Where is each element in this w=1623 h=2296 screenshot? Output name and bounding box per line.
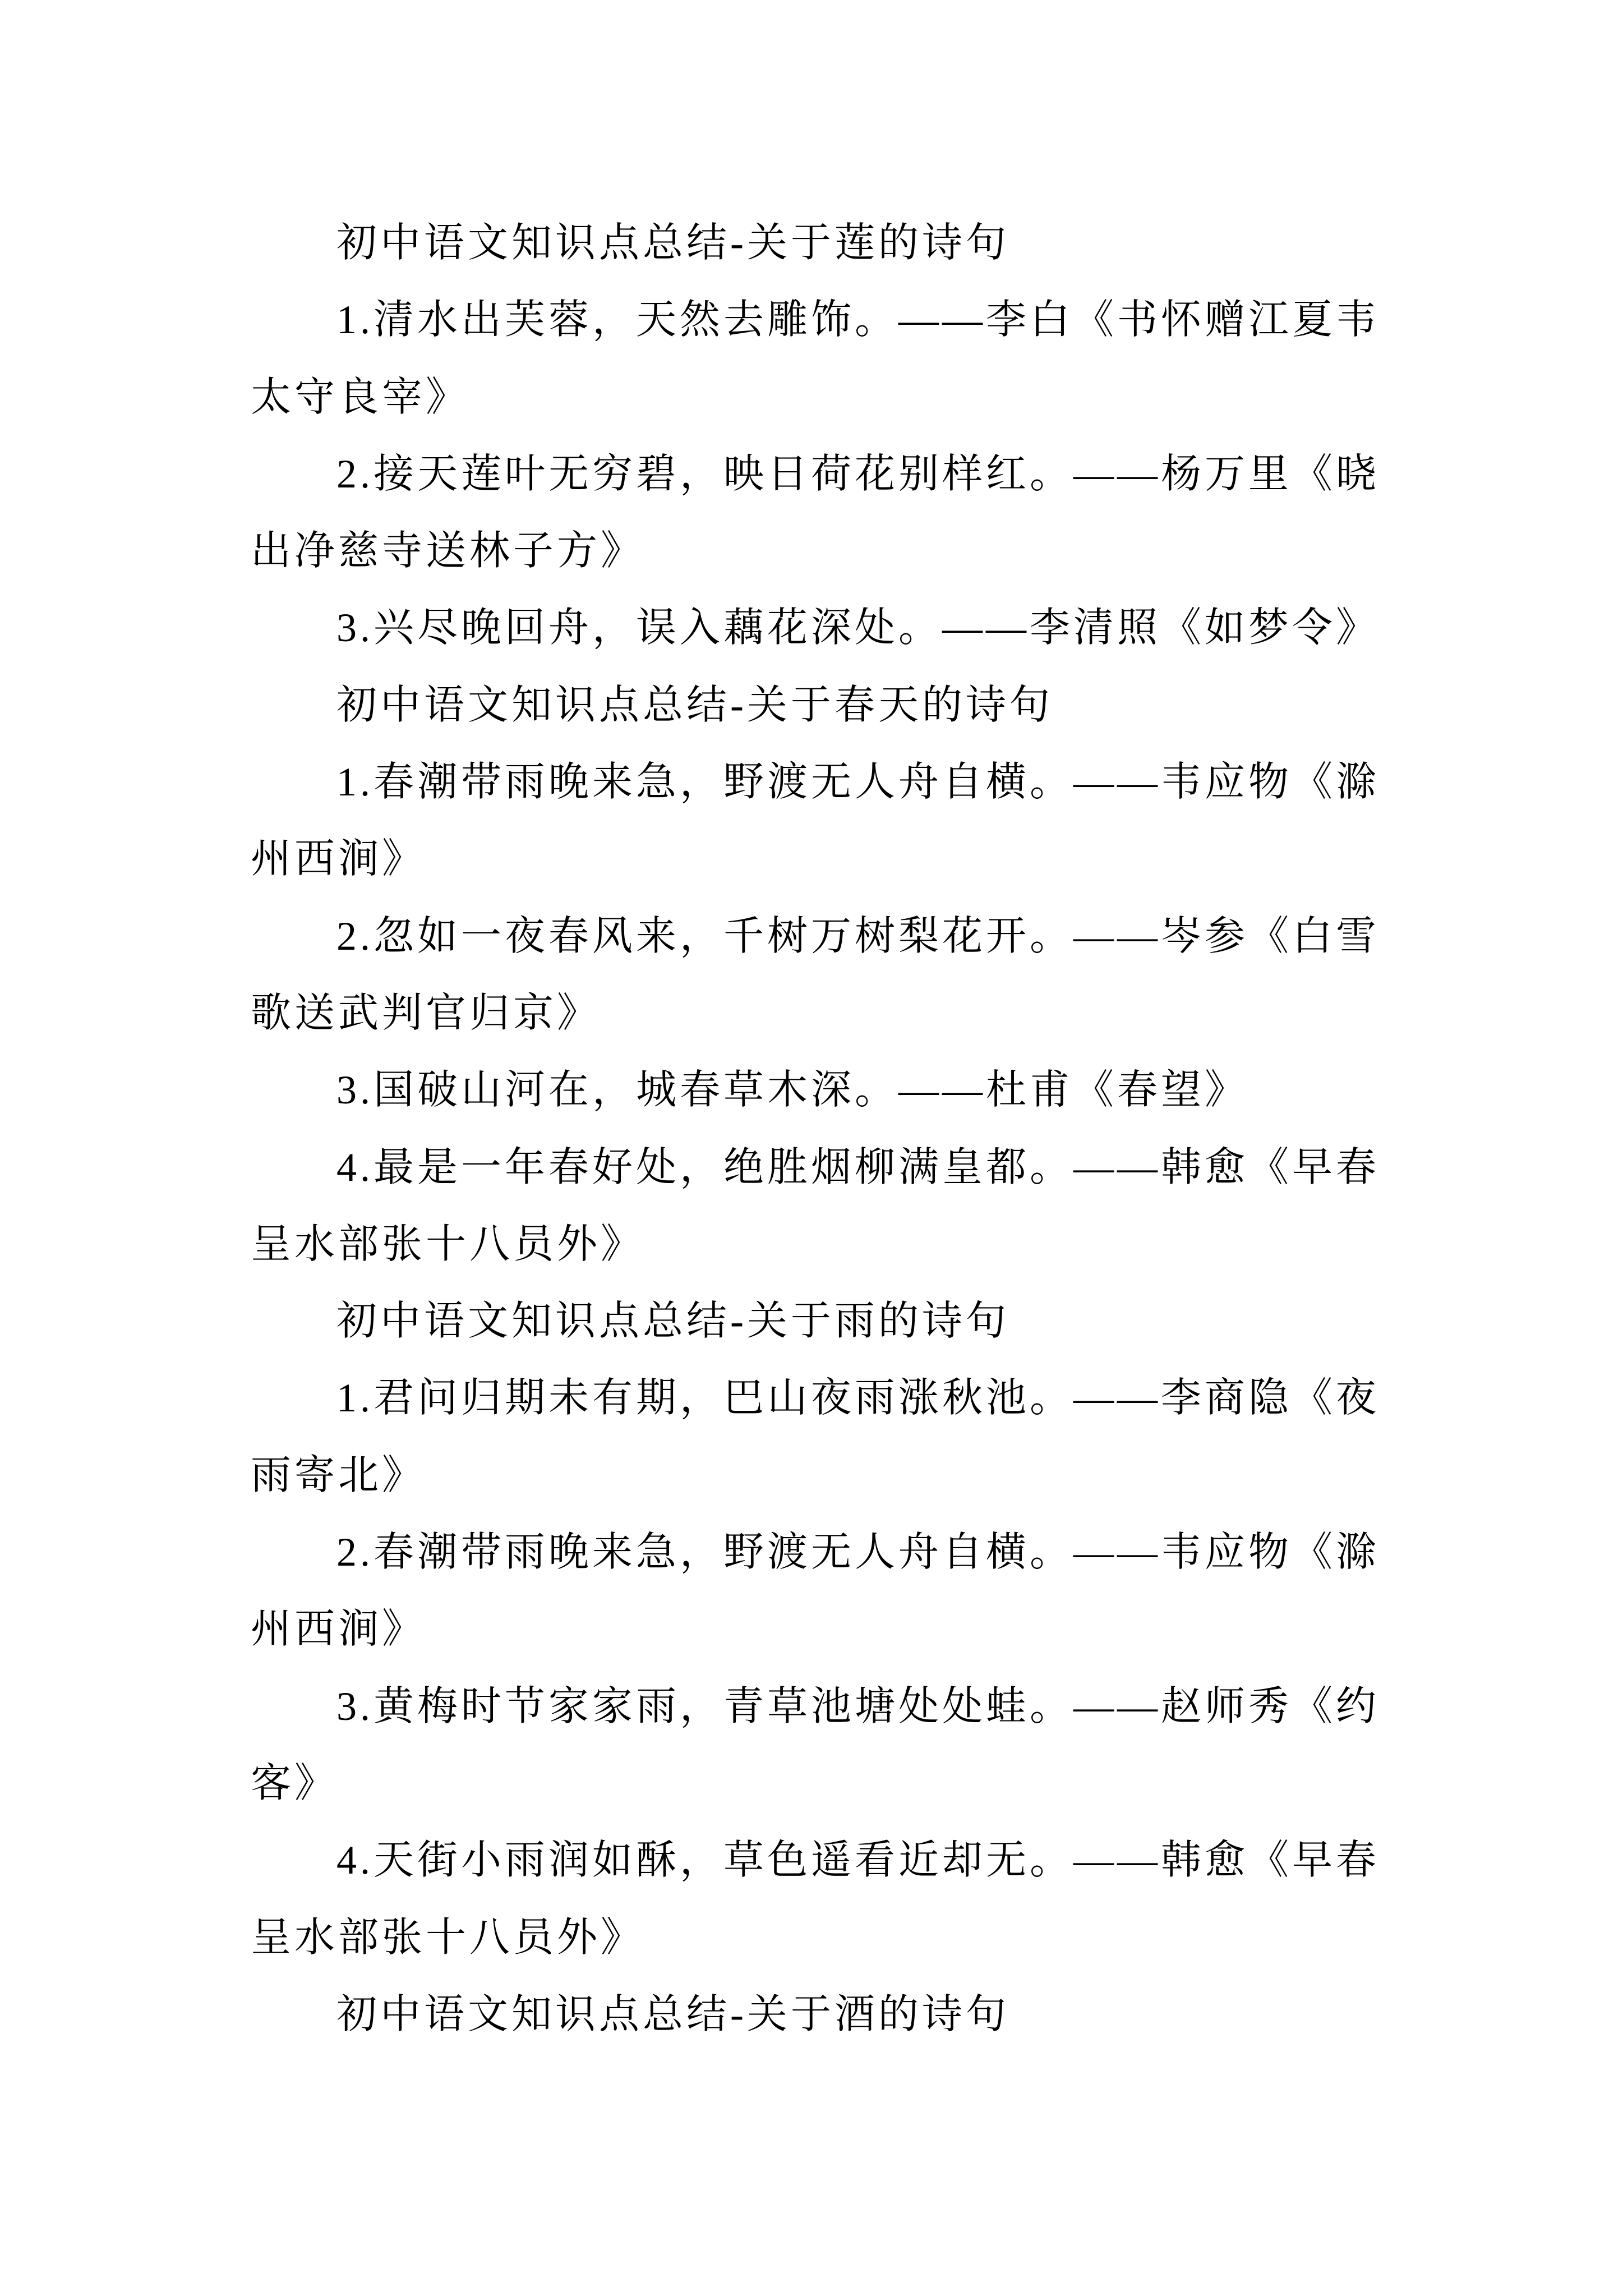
poem-line: 3.国破山河在，城春草木深。——杜甫《春望》 [336, 1068, 1249, 1113]
section-heading: 初中语文知识点总结-关于春天的诗句 [336, 682, 1053, 728]
poem-line: 呈水部张十八员外》 [251, 1221, 645, 1267]
poem-line: 出净慈寺送林子方》 [251, 528, 645, 574]
poem-line: 2.春潮带雨晚来急，野渡无人舟自横。——韦应物《滁 [336, 1530, 1380, 1575]
poem-line: 呈水部张十八员外》 [251, 1915, 645, 1960]
list-item [251, 744, 1387, 898]
section-heading: 初中语文知识点总结-关于酒的诗句 [336, 1991, 1009, 2037]
poem-line: 雨寄北》 [251, 1452, 426, 1498]
list-item [251, 1514, 1387, 1668]
poem-line: 3.兴尽晚回舟，误入藕花深处。——李清照《如梦令》 [336, 605, 1380, 651]
list-item [251, 436, 1387, 590]
poem-line: 客》 [251, 1760, 339, 1806]
list-item [251, 1129, 1387, 1283]
list-item [251, 1052, 1387, 1129]
list-item [251, 1360, 1387, 1514]
poem-line: 3.黄梅时节家家雨，青草池塘处处蛙。——赵师秀《约 [336, 1683, 1380, 1729]
section-spring [251, 667, 1387, 1283]
section-lotus [251, 205, 1387, 667]
poem-line: 1.清水出芙蓉，天然去雕饰。——李白《书怀赠江夏韦 [336, 297, 1380, 343]
list-item [251, 1668, 1387, 1823]
poem-line: 2.接天莲叶无穷碧，映日荷花别样红。——杨万里《晓 [336, 451, 1380, 496]
poem-line: 4.天街小雨润如酥，草色遥看近却无。——韩愈《早春 [336, 1838, 1380, 1883]
section-heading: 初中语文知识点总结-关于雨的诗句 [336, 1299, 1009, 1344]
poem-line: 州西涧》 [251, 836, 426, 882]
section-rain [251, 1283, 1387, 1976]
poem-line: 太守良宰》 [251, 374, 470, 420]
poem-line: 1.春潮带雨晚来急，野渡无人舟自横。——韦应物《滁 [336, 760, 1380, 805]
document-body [251, 205, 1387, 2053]
poem-line: 1.君问归期未有期，巴山夜雨涨秋池。——李商隐《夜 [336, 1375, 1380, 1421]
section-wine [251, 1976, 1387, 2053]
list-item [251, 898, 1387, 1052]
list-item [251, 282, 1387, 436]
list-item [251, 1822, 1387, 1976]
poem-line: 2.忽如一夜春风来，千树万树梨花开。——岑参《白雪 [336, 913, 1380, 959]
list-item [251, 590, 1387, 666]
poem-line: 州西涧》 [251, 1607, 426, 1652]
poem-line: 歌送武判官归京》 [251, 990, 601, 1036]
poem-line: 4.最是一年春好处，绝胜烟柳满皇都。——韩愈《早春 [336, 1144, 1380, 1190]
section-heading: 初中语文知识点总结-关于莲的诗句 [336, 220, 1009, 265]
